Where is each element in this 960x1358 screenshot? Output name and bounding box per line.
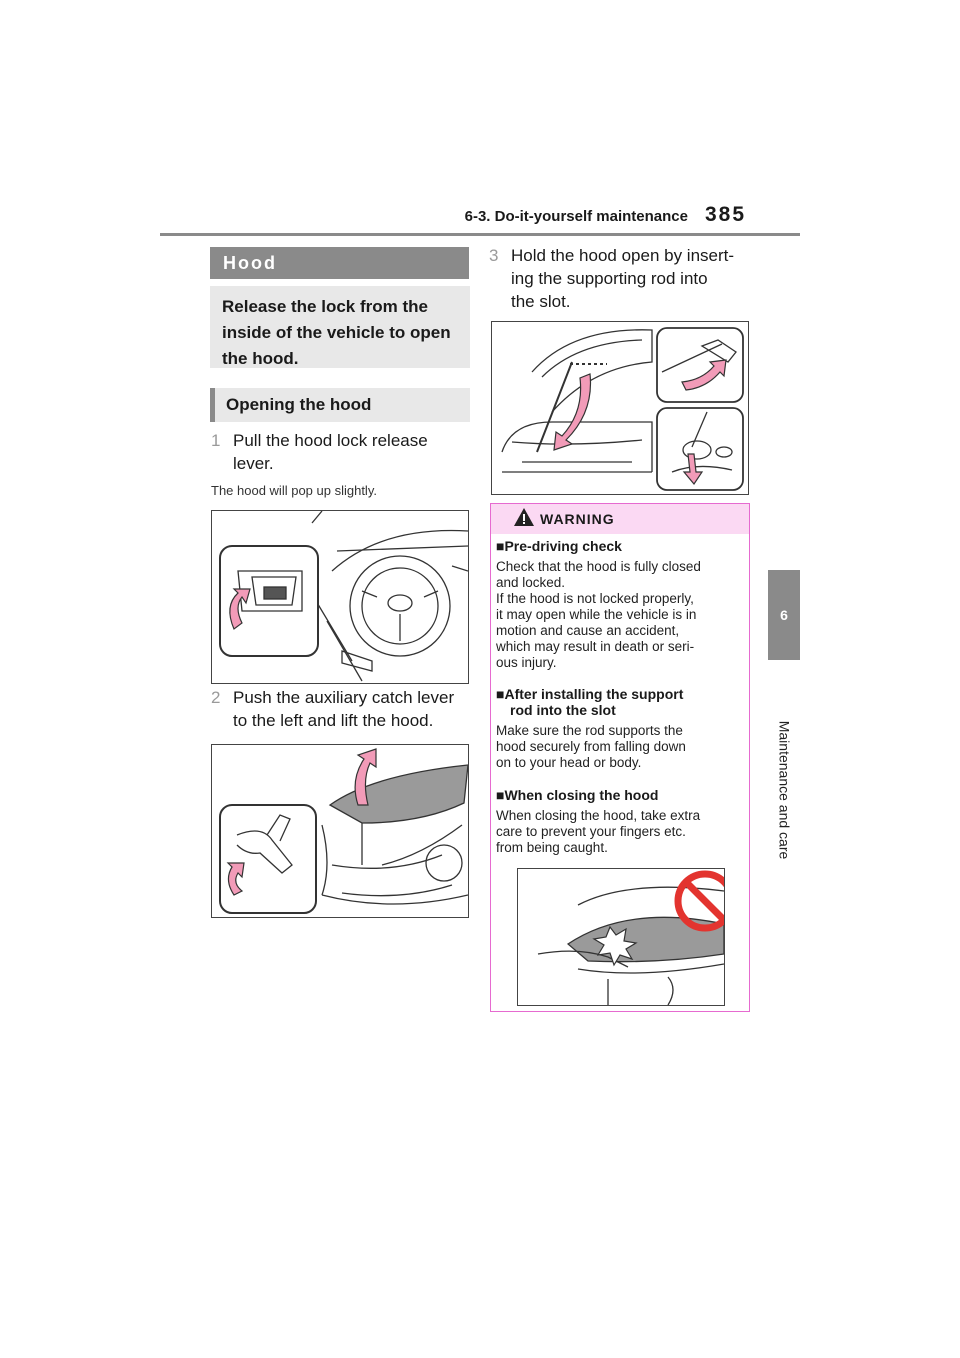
- step-number: 2: [211, 688, 221, 707]
- warning-body: [496, 559, 746, 671]
- step-3: [489, 245, 751, 315]
- step-text-line: the slot.: [511, 292, 571, 311]
- header-rule: [160, 233, 800, 236]
- warning-body-line: it may open while the vehicle is in: [496, 607, 697, 622]
- warning-heading-line: rod into the slot: [510, 702, 616, 718]
- warning-body-line: If the hood is not locked properly,: [496, 591, 694, 606]
- warning-heading: ■Pre-driving check: [496, 538, 622, 554]
- warning-section-pre-driving: [496, 538, 746, 671]
- step-text-line: Pull the hood lock release: [233, 431, 428, 450]
- intro-box: Release the lock from the inside of the vehicle to open the hood.: [210, 286, 470, 368]
- warning-body-line: Check that the hood is fully closed: [496, 559, 701, 574]
- step-text-line: lever.: [233, 454, 274, 473]
- warning-body: [496, 808, 746, 856]
- support-rod-illustration: [492, 322, 748, 494]
- step-1: [211, 430, 471, 476]
- chapter-label-container: [768, 660, 800, 920]
- warning-body-line: which may result in death or seri-: [496, 639, 695, 654]
- warning-title: WARNING: [540, 511, 615, 527]
- warning-body-line: Make sure the rod supports the: [496, 723, 683, 738]
- figure-support-rod: [491, 321, 749, 495]
- step-text-line: ing the supporting rod into: [511, 269, 708, 288]
- step-1-note: The hood will pop up slightly.: [211, 483, 377, 498]
- closing-hood-illustration: [518, 869, 724, 1005]
- chapter-label: Maintenance and care: [776, 720, 793, 860]
- hood-release-illustration: [212, 511, 468, 683]
- subsection-title: Opening the hood: [210, 388, 470, 422]
- figure-auxiliary-catch-lever: [211, 744, 469, 918]
- step-text-line: Hold the hood open by insert-: [511, 246, 735, 265]
- warning-body-line: motion and cause an accident,: [496, 623, 680, 638]
- warning-body: [496, 723, 746, 771]
- step-text-line: to the left and lift the hood.: [233, 711, 434, 730]
- warning-body-line: When closing the hood, take extra: [496, 808, 701, 823]
- step-number: 3: [489, 246, 499, 265]
- auxiliary-catch-illustration: [212, 745, 468, 917]
- warning-section-support-rod: [496, 686, 746, 771]
- warning-heading: ■After installing the support: [496, 686, 684, 702]
- step-number: 1: [211, 431, 221, 450]
- warning-triangle-icon: [513, 507, 535, 527]
- header-section-title: 6-3. Do-it-yourself maintenance: [464, 208, 688, 225]
- step-2: [211, 687, 471, 733]
- chapter-number: 6: [780, 607, 788, 623]
- warning-body-line: and locked.: [496, 575, 566, 590]
- step-text-line: Push the auxiliary catch lever: [233, 688, 455, 707]
- warning-body-line: from being caught.: [496, 840, 608, 855]
- warning-heading: ■When closing the hood: [496, 787, 659, 803]
- warning-heading-line: After installing the support: [504, 686, 684, 702]
- warning-heading-line: Pre-driving check: [504, 538, 622, 554]
- page-number: 385: [705, 203, 747, 226]
- warning-body-line: care to prevent your fingers etc.: [496, 824, 686, 839]
- warning-heading-line: When closing the hood: [504, 787, 659, 803]
- warning-body-line: on to your head or body.: [496, 755, 642, 770]
- figure-hood-release-lever: [211, 510, 469, 684]
- section-title-hood: Hood: [210, 247, 469, 279]
- warning-body-line: ous injury.: [496, 655, 557, 670]
- warning-section-closing: [496, 787, 746, 856]
- figure-closing-hood-warning: [517, 868, 725, 1006]
- warning-body-line: hood securely from falling down: [496, 739, 686, 754]
- chapter-tab: [768, 570, 800, 660]
